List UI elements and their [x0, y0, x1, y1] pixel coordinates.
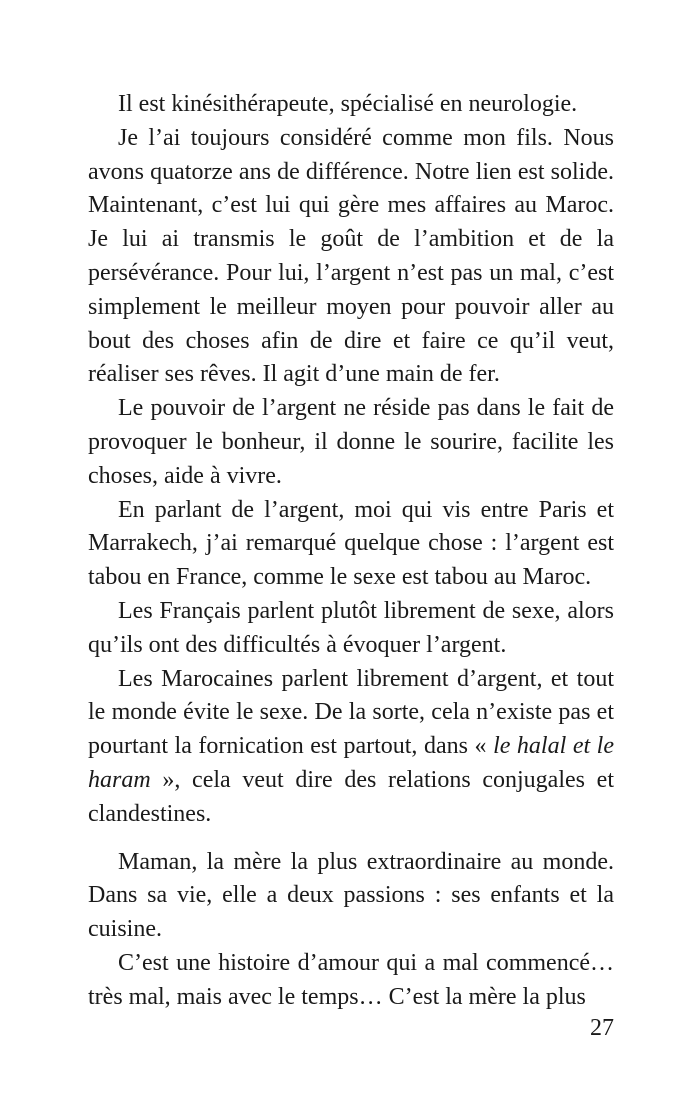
paragraph: C’est une histoire d’amour qui a mal commencé… très mal, mais avec le temps… C’est la mère la plus [88, 949, 614, 1010]
paragraph-text: Les Marocaines parlent librement d’argent, et tout le monde évite le sexe. De la sorte, cela n’existe pas et pourtant la fornication est partout, dans « [88, 665, 614, 760]
paragraph: Le pouvoir de l’argent ne réside pas dans le fait de provoquer le bonheur, il donne le sourire, facilite les choses, aide à vivre. [88, 395, 614, 489]
paragraph: Maman, la mère la plus extraordinaire au monde. Dans sa vie, elle a deux passions : ses enfants et la cuisine. [88, 848, 614, 943]
body-text [88, 88, 614, 1015]
paragraph: Les Français parlent plutôt librement de sexe, alors qu’ils ont des difficultés à évoquer l’argent. [88, 597, 614, 658]
paragraph: En parlant de l’argent, moi qui vis entre Paris et Marrakech, j’ai remarqué quelque chose : l’argent est tabou en France, comme le sexe est tabou au Maroc. [88, 496, 614, 591]
page-number: 27 [590, 1015, 614, 1041]
paragraph: Je l’ai toujours considéré comme mon fils. Nous avons quatorze ans de différence. Notre lien est solide. Maintenant, c’est lui qui gère mes affaires au Maroc. Je lui ai transmis le goût de l’ambition et de la persévérance. Pour lui, l’argent n’est pas un mal, c’est simplement le meilleur moyen pour pouvoir aller au bout des choses afin de dire et faire ce qu’il veut, réaliser ses rêves. Il agit d’une main de fer. [88, 124, 614, 388]
paragraph [88, 663, 614, 832]
paragraph: Il est kinésithérapeute, spécialisé en neurologie. [118, 91, 578, 117]
italic-phrase: le halal et le haram [88, 733, 614, 793]
paragraph-text: », cela veut dire des relations conjugales et clandestines. [88, 766, 614, 827]
